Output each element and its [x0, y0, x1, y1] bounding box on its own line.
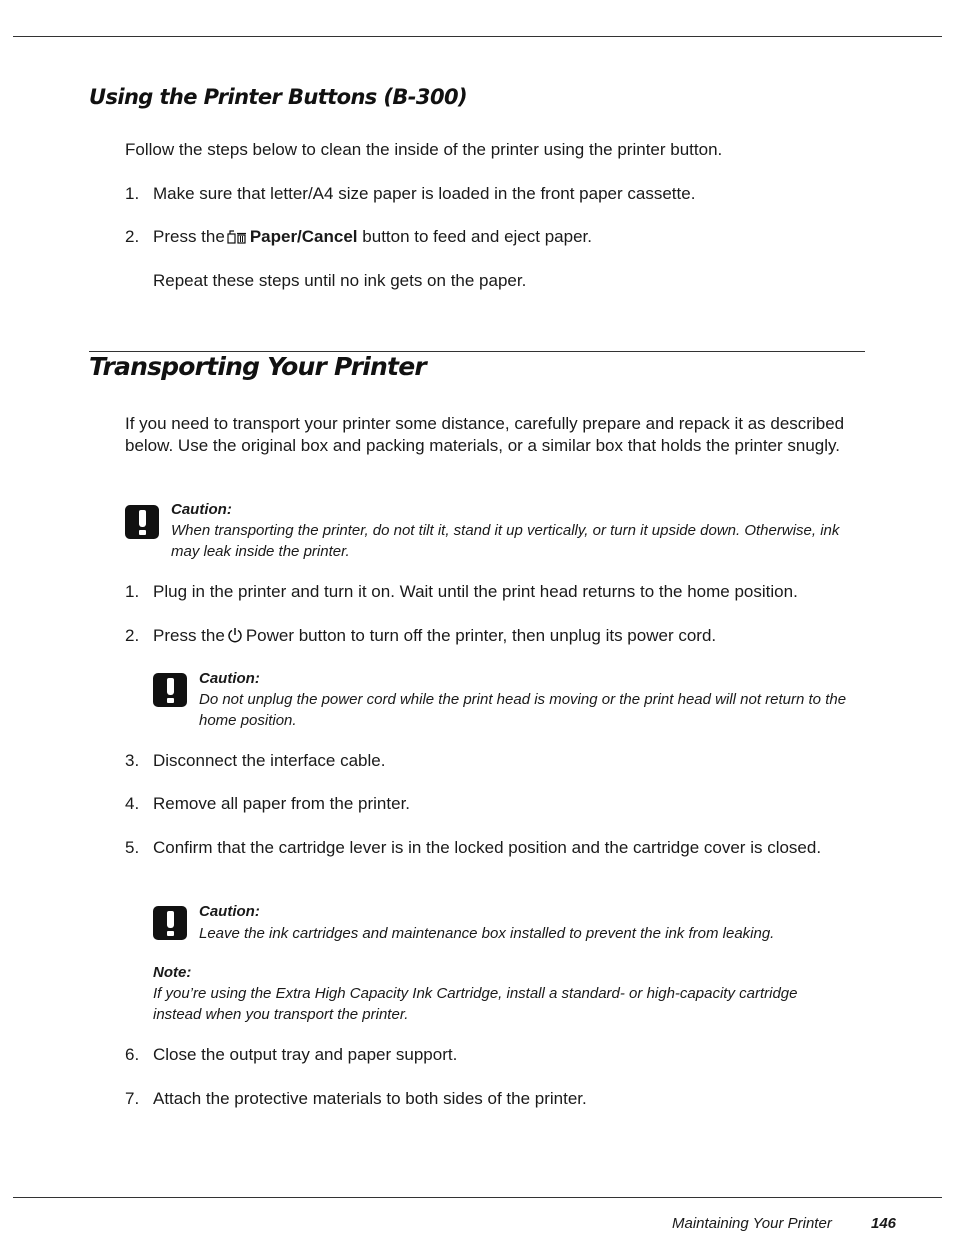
footer-chapter-label: Maintaining Your Printer	[672, 1215, 832, 1232]
caution-icon	[153, 906, 187, 940]
power-icon	[227, 627, 243, 649]
step-text: Close the output tray and paper support.	[153, 1045, 458, 1064]
caution-title: Caution:	[199, 670, 260, 687]
step-text	[153, 226, 592, 250]
step-text	[153, 625, 716, 649]
step-text: Remove all paper from the printer.	[153, 794, 411, 813]
caution-title: Caution:	[171, 501, 232, 518]
section-heading-printer-buttons: Using the Printer Buttons (B-300)	[89, 85, 467, 109]
paper-cancel-icon	[227, 228, 247, 250]
note-title: Note:	[153, 964, 192, 981]
step-text: Disconnect the interface cable.	[153, 751, 386, 770]
step-number: 6.	[125, 1045, 140, 1064]
bottom-rule	[13, 1197, 942, 1198]
step-number: 2.	[125, 626, 140, 645]
step-text-post: Power button to turn off the printer, then unplug its power cord.	[245, 626, 717, 645]
step-number: 1.	[125, 184, 140, 203]
top-rule	[13, 36, 942, 37]
section-heading-transporting: Transporting Your Printer	[89, 352, 426, 381]
repeat-text: Repeat these steps until no ink gets on the paper.	[153, 271, 527, 290]
step-number: 1.	[125, 582, 140, 601]
step-number: 7.	[125, 1089, 140, 1108]
step-number: 2.	[125, 227, 140, 246]
section2-intro: If you need to transport your printer some distance, carefully prepare and repack it as described below. Use the original box and packing materials, or a similar box that holds the printer snugly.	[125, 414, 845, 455]
caution-title: Caution:	[199, 903, 260, 920]
step-text-post: button to feed and eject paper.	[362, 227, 592, 246]
step-text-pre: Press the	[153, 227, 225, 246]
step-text: Plug in the printer and turn it on. Wait until the print head returns to the home position.	[153, 582, 798, 601]
step-text: Make sure that letter/A4 size paper is loaded in the front paper cassette.	[153, 184, 696, 203]
step-text: Confirm that the cartridge lever is in the locked position and the cartridge cover is closed.	[153, 838, 822, 857]
caution-text: Leave the ink cartridges and maintenance box installed to prevent the ink from leaking.	[199, 925, 775, 942]
footer-page-number: 146	[871, 1215, 897, 1232]
caution-text: Do not unplug the power cord while the print head is moving or the print head will not return to the home position.	[199, 691, 847, 729]
section1-intro: Follow the steps below to clean the inside of the printer using the printer button.	[125, 140, 723, 159]
step-text-pre: Press the	[153, 626, 225, 645]
step-number: 3.	[125, 751, 140, 770]
caution-icon	[125, 505, 159, 539]
paper-cancel-label: Paper/Cancel	[249, 227, 358, 246]
step-text: Attach the protective materials to both sides of the printer.	[153, 1089, 587, 1108]
note-text: If you’re using the Extra High Capacity Ink Cartridge, install a standard- or high-capacity cartridge instead when you transport the printer.	[153, 985, 798, 1023]
caution-icon	[153, 673, 187, 707]
step-number: 4.	[125, 794, 140, 813]
step-number: 5.	[125, 838, 140, 857]
caution-text: When transporting the printer, do not tilt it, stand it up vertically, or turn it upside down. Otherwise, ink may leak inside the printer.	[171, 522, 840, 560]
